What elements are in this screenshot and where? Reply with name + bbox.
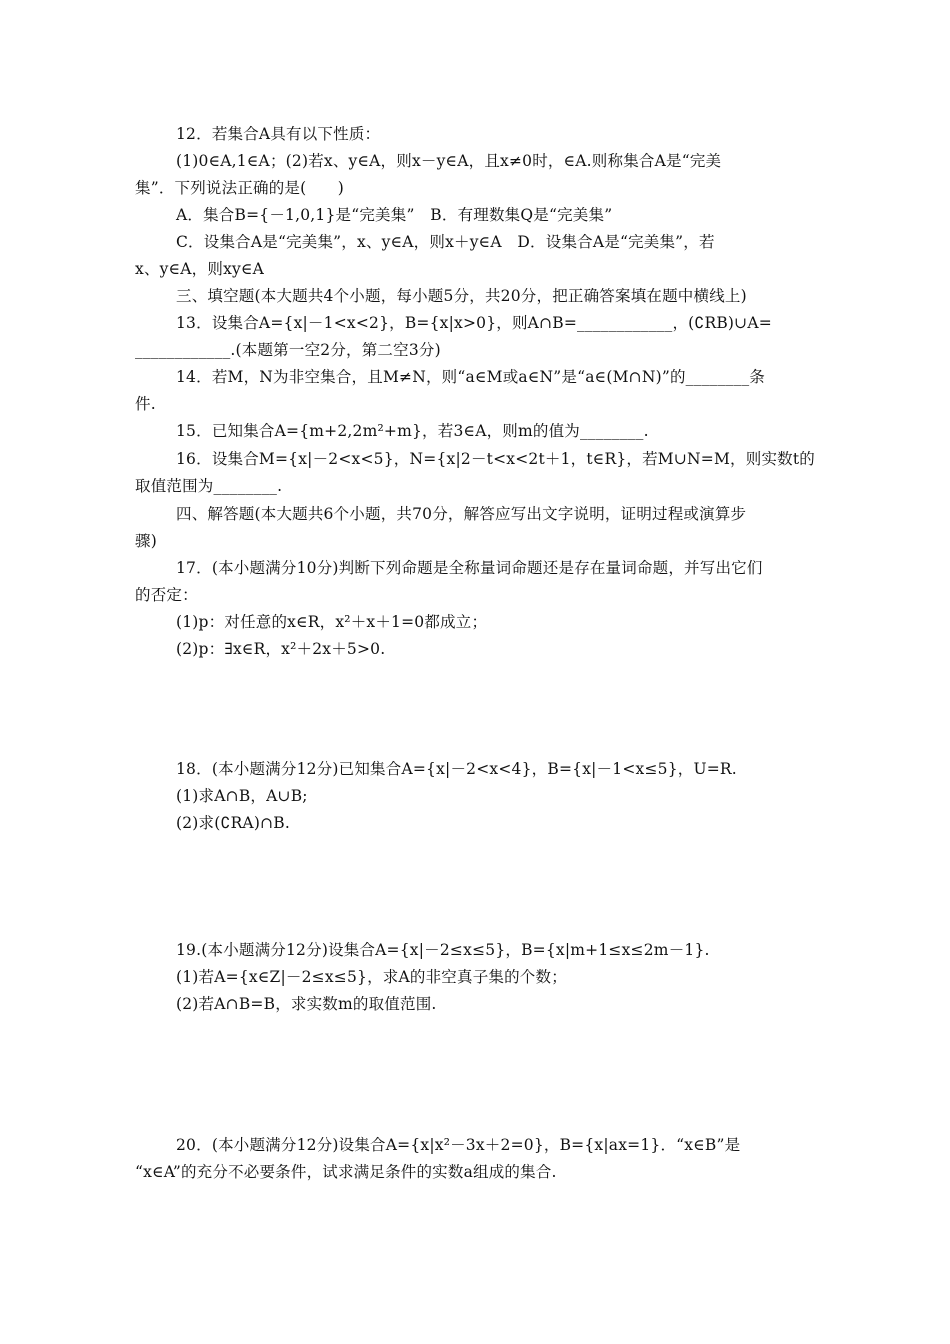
q18-part2: (2)求(∁RA)∩B. — [176, 814, 290, 832]
section3-heading: 三、填空题(本大题共4个小题，每小题5分，共20分，把正确答案填在题中横线上) — [176, 287, 747, 305]
q15: 15．已知集合A={m+2,2m²+m}，若3∈A，则m的值为________. — [176, 422, 649, 440]
q12-stem: 12．若集合A具有以下性质： — [176, 125, 381, 143]
q20-line1: 20．(本小题满分12分)设集合A={x|x²－3x＋2=0}，B={x|ax=1}．“x∈B”是 — [176, 1136, 741, 1154]
q14-line1: 14．若M，N为非空集合，且M≠N，则“a∈M或a∈N”是“a∈(M∩N)”的________条 — [176, 368, 765, 386]
q12-options-ab: A．集合B={－1,0,1}是“完美集” B．有理数集Q是“完美集” — [176, 206, 613, 224]
q17-line1: 17．(本小题满分10分)判断下列命题是全称量词命题还是存在量词命题，并写出它们 — [176, 559, 763, 577]
q19-stem: 19.(本小题满分12分)设集合A={x|－2≤x≤5}，B={x|m+1≤x≤2m－1}. — [176, 941, 710, 959]
q16-line1: 16．设集合M={x|－2<x<5}，N={x|2－t<x<2t＋1，t∈R}，若M∪N=M，则实数t的 — [176, 450, 815, 468]
q20-line2: “x∈A”的充分不必要条件，试求满足条件的实数a组成的集合. — [135, 1163, 557, 1181]
q19-part1: (1)若A={x∈Z|－2≤x≤5}，求A的非空真子集的个数； — [176, 968, 567, 986]
q13-line2: ____________.(本题第一空2分，第二空3分) — [135, 341, 441, 359]
q12-property-line1: (1)0∈A,1∈A；(2)若x、y∈A，则x－y∈A，且x≠0时，∈A.则称集合A是“完美 — [176, 152, 722, 170]
q18-part1: (1)求A∩B，A∪B; — [176, 787, 308, 805]
section4-heading-cont: 骤) — [135, 532, 157, 550]
section4-heading: 四、解答题(本大题共6个小题，共70分，解答应写出文字说明，证明过程或演算步 — [176, 505, 747, 523]
q12-property-line2: 集”．下列说法正确的是( ) — [135, 179, 345, 197]
q12-option-d-cont: x、y∈A，则xy∈A — [135, 260, 265, 278]
q16-line2: 取值范围为________. — [135, 477, 283, 495]
q17-line2: 的否定： — [135, 586, 198, 604]
q17-part1: (1)p：对任意的x∈R，x²＋x＋1=0都成立； — [176, 613, 488, 631]
q14-line2: 件. — [135, 395, 156, 413]
q19-part2: (2)若A∩B=B，求实数m的取值范围. — [176, 995, 437, 1013]
q13-line1: 13．设集合A={x|－1<x<2}，B={x|x>0}，则A∩B=____________，(∁RB)∪A= — [176, 314, 772, 332]
q12-options-cd: C．设集合A是“完美集”，x、y∈A，则x＋y∈A D．设集合A是“完美集”，若 — [176, 233, 715, 251]
q18-stem: 18．(本小题满分12分)已知集合A={x|－2<x<4}，B={x|－1<x≤5}，U=R. — [176, 760, 737, 778]
q17-part2: (2)p：∃x∈R，x²＋2x＋5>0. — [176, 640, 386, 658]
